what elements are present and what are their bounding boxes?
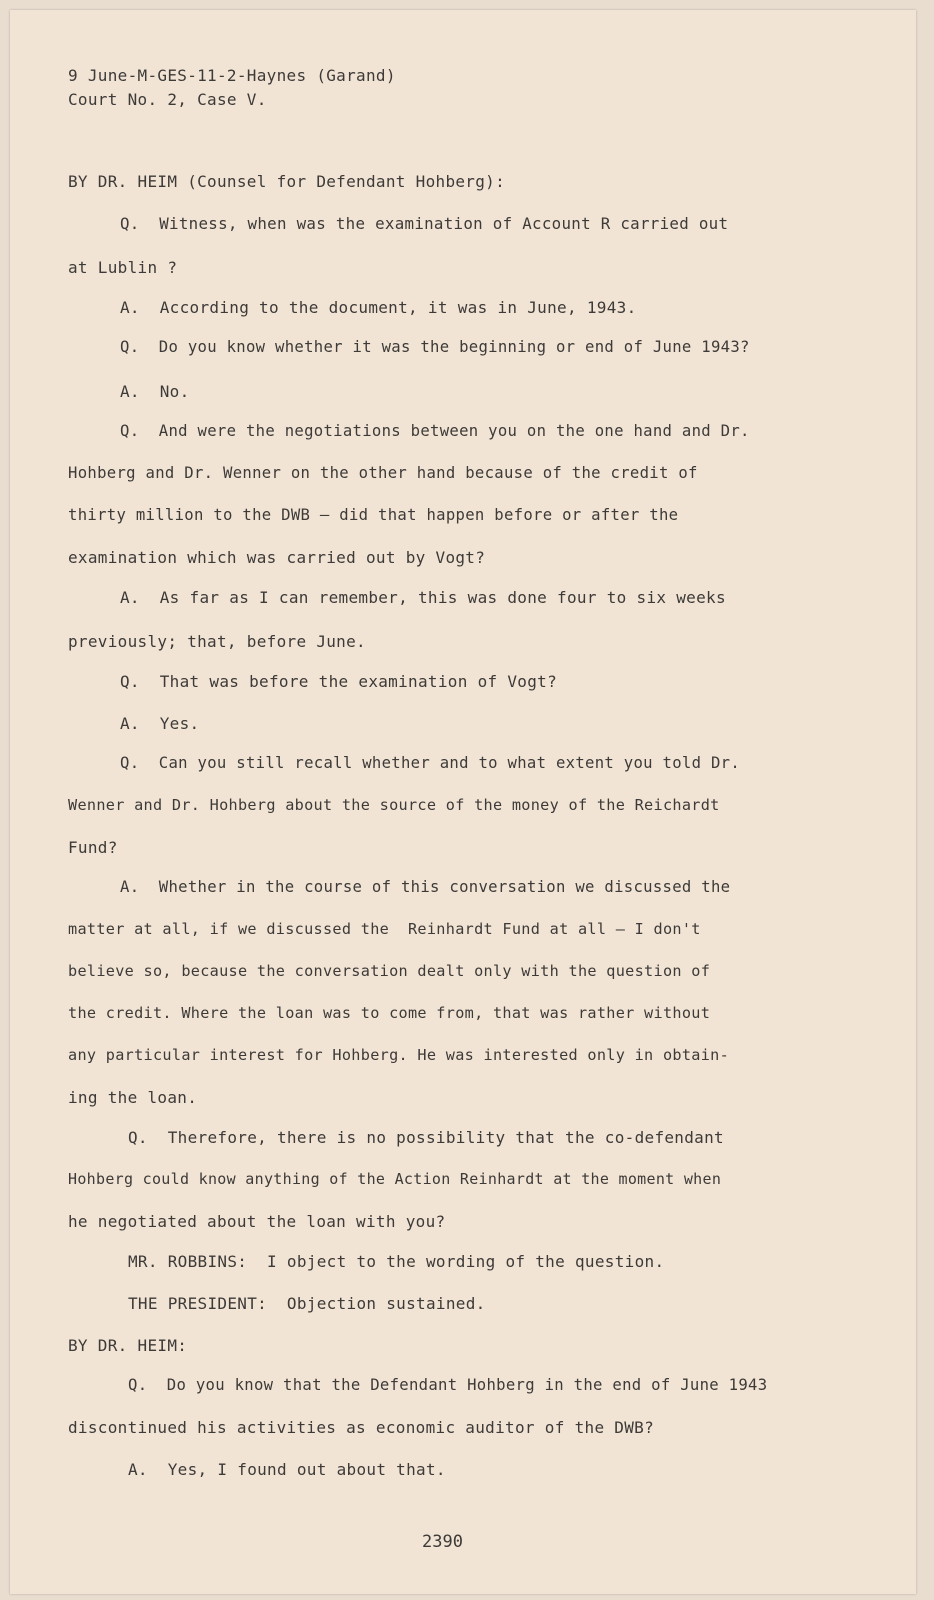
- examiner-heading: BY DR. HEIM:: [68, 1336, 188, 1355]
- text-line: examination which was carried out by Vogt?: [68, 548, 486, 567]
- text-line: Wenner and Dr. Hohberg about the source of the money of the Reichardt: [68, 796, 720, 814]
- text-line: discontinued his activities as economic auditor of the DWB?: [68, 1418, 655, 1437]
- answer-line: A. As far as I can remember, this was done four to six weeks: [120, 588, 726, 607]
- text-line: Hohberg and Dr. Wenner on the other hand because of the credit of: [68, 464, 698, 482]
- speaker-line: MR. ROBBINS: I object to the wording of the question.: [128, 1252, 665, 1271]
- question-line: Q. Therefore, there is no possibility that the co-defendant: [128, 1128, 724, 1147]
- answer-line: A. Whether in the course of this conversation we discussed the: [120, 878, 731, 896]
- text-line: thirty million to the DWB — did that happen before or after the: [68, 506, 679, 524]
- answer-line: A. Yes.: [120, 714, 200, 733]
- text-line: at Lublin ?: [68, 258, 178, 277]
- text-line: previously; that, before June.: [68, 632, 366, 651]
- speaker-line: THE PRESIDENT: Objection sustained.: [128, 1294, 486, 1313]
- answer-line: A. No.: [120, 382, 190, 401]
- question-line: Q. Can you still recall whether and to what extent you told Dr.: [120, 754, 741, 772]
- text-line: Fund?: [68, 838, 118, 857]
- page-number: 2390: [422, 1532, 463, 1552]
- text-line: Hohberg could know anything of the Action Reinhardt at the moment when: [68, 1170, 722, 1188]
- question-line: Q. Witness, when was the examination of Account R carried out: [120, 214, 729, 233]
- question-line: Q. And were the negotiations between you on the one hand and Dr.: [120, 422, 750, 440]
- text-line: he negotiated about the loan with you?: [68, 1212, 446, 1231]
- text-line: matter at all, if we discussed the Reinhardt Fund at all — I don't: [68, 920, 701, 938]
- examiner-heading: BY DR. HEIM (Counsel for Defendant Hohberg):: [68, 172, 506, 191]
- question-line: Q. Do you know whether it was the beginning or end of June 1943?: [120, 338, 750, 356]
- answer-line: A. Yes, I found out about that.: [128, 1460, 446, 1479]
- text-line: ing the loan.: [68, 1088, 198, 1107]
- header-line-2: Court No. 2, Case V.: [68, 90, 267, 109]
- text-line: believe so, because the conversation dealt only with the question of: [68, 962, 711, 980]
- text-line: the credit. Where the loan was to come from, that was rather without: [68, 1004, 711, 1022]
- question-line: Q. That was before the examination of Vogt?: [120, 672, 558, 691]
- text-line: any particular interest for Hohberg. He was interested only in obtain-: [68, 1046, 730, 1064]
- answer-line: A. According to the document, it was in June, 1943.: [120, 298, 637, 317]
- header-line-1: 9 June-M-GES-11-2-Haynes (Garand): [68, 66, 396, 85]
- document-page: [10, 10, 916, 1594]
- question-line: Q. Do you know that the Defendant Hohberg in the end of June 1943: [128, 1376, 768, 1394]
